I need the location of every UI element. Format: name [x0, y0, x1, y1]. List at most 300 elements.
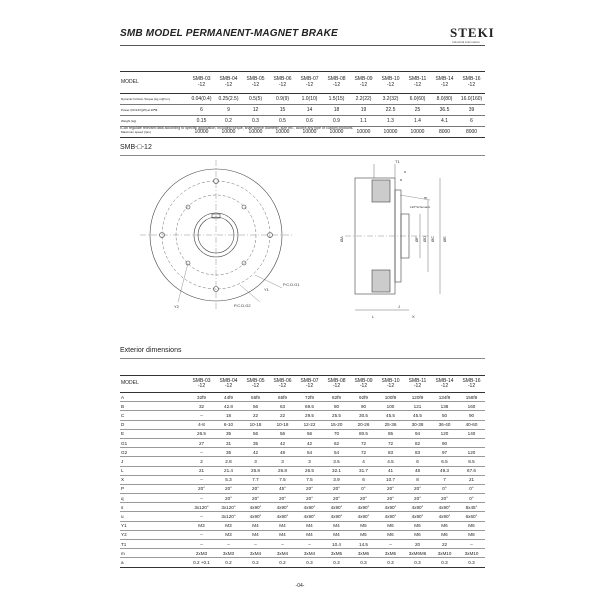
table-cell: 10.4 — [332, 541, 341, 547]
table-cell: 56 — [279, 431, 286, 437]
table-cell: 72 — [360, 449, 367, 455]
dim-f: ØF — [414, 236, 419, 242]
column-header: SMB-16 -12 — [462, 377, 481, 389]
dim-j: J — [398, 304, 400, 309]
table-cell: 4x90° — [438, 504, 451, 510]
table-cell: 0.3 — [252, 118, 259, 124]
exterior-body — [120, 393, 485, 568]
table-cell: 20° — [414, 486, 421, 492]
column-header-model: MODEL — [121, 380, 139, 387]
table-cell: 32 — [198, 403, 205, 409]
table-row — [120, 494, 485, 503]
table-cell: M6 — [387, 532, 394, 538]
table-cell: 10000 — [356, 129, 371, 135]
row-label: Power (DC24V)[W] at 20℃ — [121, 108, 158, 112]
table-cell: 3xM4 — [303, 550, 316, 556]
table-cell: 32.1 — [332, 468, 341, 474]
table-cell: M6 — [441, 523, 448, 529]
table-cell: 3 — [281, 458, 284, 464]
table-cell: 5.3 — [225, 477, 232, 483]
table-cell: M5 — [360, 532, 367, 538]
table-cell: – — [200, 514, 203, 520]
row-label: P — [121, 486, 125, 492]
table-cell: 3xM3 — [222, 550, 235, 556]
row-label: s — [121, 504, 124, 510]
table-cell: 6.0(60) — [409, 96, 426, 102]
dim-y2: Y2 — [174, 304, 179, 309]
row-label: Y2 — [121, 532, 127, 538]
coil-lower — [372, 270, 390, 292]
column-header: SMB-08 -12 — [327, 76, 346, 88]
table-cell: 0.2 +0.1 — [193, 559, 210, 565]
table-cell: 48 — [279, 449, 286, 455]
row-label: X — [121, 477, 125, 483]
table-cell: 20° — [387, 495, 394, 501]
table-cell: 0.04(0.4) — [191, 96, 212, 102]
table-cell: 6x60° — [465, 514, 478, 520]
table-row — [120, 530, 485, 539]
table-cell: 0.3 — [360, 559, 367, 565]
table-cell: M6 — [468, 523, 475, 529]
table-cell: 45.5 — [413, 412, 422, 418]
table-row — [120, 512, 485, 521]
table-cell: 4x90° — [438, 514, 451, 520]
table-cell: M4 — [306, 532, 313, 538]
row-label: a — [121, 559, 124, 565]
table-cell: 56 — [252, 403, 259, 409]
table-cell: M4 — [333, 532, 340, 538]
dim-l: L — [372, 314, 375, 319]
table-row — [120, 402, 485, 411]
table-cell: 39 — [468, 107, 475, 113]
table-cell: 19 — [360, 107, 367, 113]
table-cell: 56 — [252, 431, 259, 437]
table-cell: 0.2 — [225, 559, 232, 565]
table-cell: 4x90° — [384, 504, 397, 510]
column-header: SMB-10 -12 — [381, 76, 400, 88]
table-cell: 35 — [225, 449, 232, 455]
table-cell: 0.15 — [196, 118, 207, 124]
table-cell: 20° — [225, 486, 232, 492]
table-cell: 15 — [279, 107, 286, 113]
table-cell: 18 — [333, 107, 340, 113]
dim-e: ØE — [442, 236, 447, 242]
table-cell: 0° — [469, 486, 474, 492]
column-header: SMB-11 -12 — [408, 377, 427, 389]
table-cell: 8.0(80) — [436, 96, 453, 102]
table-row — [120, 549, 485, 558]
table-cell: 25-36 — [384, 422, 397, 428]
table-cell: 48 — [414, 468, 421, 474]
table-cell: 14.5 — [359, 541, 368, 547]
spec-note: •Can regulate relevant data according to specific application, including torque, shaft sleeve diameter, size etc., accept any type of custom products. — [120, 126, 354, 130]
table-cell: 4x90° — [411, 514, 424, 520]
dim-a: ØA — [339, 236, 344, 242]
table-cell: 6 — [470, 118, 473, 124]
table-cell: 4x90° — [249, 504, 262, 510]
table-cell: 4x90° — [276, 514, 289, 520]
table-cell: 100 — [386, 403, 395, 409]
table-cell: 10000 — [248, 129, 263, 135]
table-cell: 1.3 — [387, 118, 394, 124]
table-cell: 1.1 — [360, 118, 367, 124]
table-cell: 26.8 — [251, 468, 260, 474]
table-cell: 4x90° — [249, 514, 262, 520]
dim-m: m — [424, 195, 428, 200]
table-cell: 138 — [440, 403, 449, 409]
table-cell: 65f9 — [278, 394, 287, 400]
row-label: u — [121, 514, 124, 520]
table-cell: 4x90° — [330, 514, 343, 520]
table-row — [120, 438, 485, 447]
table-cell: 27 — [198, 440, 205, 446]
table-row — [120, 540, 485, 549]
table-row — [120, 466, 485, 475]
table-cell: 120 — [440, 431, 449, 437]
row-label: J — [121, 458, 124, 464]
table-cell: 120 — [467, 449, 476, 455]
row-label: Weight (kg) — [121, 119, 137, 123]
brand-logo: STEKI — [450, 25, 495, 40]
column-header: SMB-06 -12 — [273, 377, 292, 389]
table-cell: 3 — [254, 458, 257, 464]
table-cell: 0.2 — [279, 559, 286, 565]
table-cell: – — [254, 541, 257, 547]
table-cell: 8000 — [465, 129, 478, 135]
table-cell: 20° — [360, 495, 367, 501]
table-row — [120, 521, 485, 530]
table-cell: 21.4 — [224, 468, 233, 474]
table-cell: M4 — [279, 523, 286, 529]
table-cell: 40-60 — [465, 422, 478, 428]
table-cell: 32f9 — [197, 394, 206, 400]
table-cell: 36.5 — [439, 107, 450, 113]
table-cell: 4.5 — [387, 458, 394, 464]
table-cell: 29.5 — [305, 412, 314, 418]
column-header: SMB-10 -12 — [381, 377, 400, 389]
table-cell: 0° — [361, 486, 366, 492]
exterior-divider — [120, 358, 485, 359]
table-cell: 3.2(32) — [382, 96, 399, 102]
row-label: E — [121, 431, 125, 437]
table-cell: 56f9 — [251, 394, 260, 400]
row-label: T1 — [121, 541, 127, 547]
table-cell: 6.5 — [441, 458, 448, 464]
table-row — [120, 393, 485, 402]
table-cell: 2.2(22) — [355, 96, 372, 102]
table-cell: 20° — [441, 495, 448, 501]
schematic-note: 120°Schematic — [410, 205, 431, 209]
table-cell: 0.25(2.5) — [218, 96, 239, 102]
column-header: SMB-03 -12 — [192, 76, 211, 88]
table-cell: 16.0(160) — [460, 96, 483, 102]
table-cell: 85 — [387, 431, 394, 437]
table-row — [120, 484, 485, 493]
table-cell: 0.3 — [468, 559, 475, 565]
table-cell: 10000 — [194, 129, 209, 135]
dim-pcd-g1: P.C.D.G1 — [283, 282, 300, 287]
coil-upper — [372, 180, 390, 202]
table-cell: 26.5 — [305, 468, 314, 474]
table-cell: 3xM5 — [384, 550, 397, 556]
table-row — [120, 558, 485, 567]
table-cell: 44f9 — [224, 394, 233, 400]
table-cell: 42 — [279, 440, 286, 446]
table-cell: – — [470, 541, 473, 547]
table-cell: 3.9 — [333, 477, 340, 483]
table-cell: 62 — [333, 440, 340, 446]
table-cell: – — [308, 541, 311, 547]
table-cell: 3x120° — [221, 514, 236, 520]
dim-pcd-g2: P.C.D.G2 — [234, 303, 251, 308]
table-cell: 0° — [442, 486, 447, 492]
table-cell: 0.3 — [414, 559, 421, 565]
table-cell: 22 — [252, 412, 259, 418]
table-cell: 2xM3 — [195, 550, 208, 556]
table-cell: 25.5 — [332, 412, 341, 418]
table-cell: 26.8 — [278, 468, 287, 474]
table-cell: 63 — [279, 403, 286, 409]
table-row — [120, 420, 485, 429]
table-cell: 4x90° — [384, 514, 397, 520]
exterior-table — [120, 375, 485, 568]
table-row — [120, 429, 485, 438]
column-header: SMB-11 -12 — [408, 76, 427, 88]
row-label: C — [121, 412, 125, 418]
table-cell: 0.5 — [279, 118, 286, 124]
table-cell: 3x120° — [194, 504, 209, 510]
table-cell: M6 — [441, 532, 448, 538]
table-cell: 30-38 — [411, 422, 424, 428]
table-cell: 41 — [387, 468, 394, 474]
table-cell: 83 — [414, 449, 421, 455]
table-cell: M8 — [468, 532, 475, 538]
table-cell: 21 — [198, 468, 205, 474]
row-label: G1 — [121, 440, 128, 446]
table-cell: M4 — [333, 523, 340, 529]
table-cell: 72 — [387, 440, 394, 446]
table-cell: 2.8 — [225, 458, 232, 464]
table-cell: 20° — [387, 486, 394, 492]
drawing-title: SMB-□-12 — [120, 144, 152, 151]
table-cell: 4x90° — [357, 504, 370, 510]
table-cell: 50 — [441, 412, 448, 418]
table-cell: 22 — [279, 412, 286, 418]
table-cell: 67.6 — [467, 468, 476, 474]
table-cell: M3 — [198, 523, 205, 529]
table-cell: 3xM10 — [464, 550, 479, 556]
table-cell: 3xM5 — [330, 550, 343, 556]
table-cell: 18 — [225, 412, 232, 418]
table-cell: – — [200, 495, 203, 501]
table-cell: 160 — [467, 403, 476, 409]
dim-u: u — [404, 169, 407, 174]
table-cell: 1.5(15) — [328, 96, 345, 102]
table-cell: – — [389, 541, 392, 547]
table-row — [120, 411, 485, 420]
table-cell: 12-22 — [303, 422, 316, 428]
table-cell: 0.9 — [333, 118, 340, 124]
table-cell: 56 — [306, 431, 313, 437]
table-cell: 10-18 — [249, 422, 262, 428]
table-cell: 8.5 — [468, 458, 475, 464]
table-row — [120, 475, 485, 484]
table-cell: 6-10 — [223, 422, 234, 428]
row-label: Dynamic Friction Torque (kg.m)[N.m] — [121, 97, 170, 101]
table-cell: 12 — [252, 107, 259, 113]
table-cell: 20° — [333, 495, 340, 501]
table-cell: 72 — [360, 440, 367, 446]
table-cell: 0.5(5) — [248, 96, 263, 102]
table-cell: 20° — [306, 495, 313, 501]
row-label: B — [121, 403, 125, 409]
column-header: SMB-07 -12 — [300, 76, 319, 88]
table-cell: 4x90° — [276, 504, 289, 510]
page-number: -04- — [295, 583, 305, 589]
table-cell: 120f9 — [411, 394, 424, 400]
column-header: SMB-04 -12 — [219, 76, 238, 88]
table-cell: 3 — [308, 458, 311, 464]
table-cell: 20° — [198, 486, 205, 492]
table-cell: 20-26 — [357, 422, 370, 428]
table-cell: 10000 — [275, 129, 290, 135]
table-cell: 8000 — [438, 129, 451, 135]
table-cell: M6 — [414, 523, 421, 529]
table-cell: 20° — [252, 486, 259, 492]
table-cell: 3xM6 — [357, 550, 370, 556]
brand-tagline: Industrial Automation — [452, 40, 481, 44]
row-label: A — [121, 394, 125, 400]
table-cell: 72f9 — [305, 394, 314, 400]
row-label: L — [121, 468, 124, 474]
table-cell: 31 — [225, 440, 232, 446]
table-cell: 54 — [333, 449, 340, 455]
dim-d: ØD — [422, 236, 427, 242]
table-cell: 70 — [333, 431, 340, 437]
table-cell: 4x90° — [303, 514, 316, 520]
table-cell: M5 — [360, 523, 367, 529]
table-cell: 6 — [416, 458, 419, 464]
table-cell: 30.5 — [359, 412, 368, 418]
table-cell: M4 — [252, 523, 259, 529]
table-cell: 80.5 — [359, 431, 368, 437]
table-cell: 20° — [225, 495, 232, 501]
table-cell: 2 — [200, 458, 203, 464]
table-cell: 42.8 — [224, 403, 233, 409]
table-cell: 10000 — [383, 129, 398, 135]
table-cell: 0.3 — [441, 559, 448, 565]
table-cell: 0.3 — [387, 559, 394, 565]
table-cell: 4x90° — [411, 504, 424, 510]
table-cell: M4 — [252, 532, 259, 538]
column-header: SMB-14 -12 — [435, 76, 454, 88]
column-header: SMB-16 -12 — [462, 76, 481, 88]
table-cell: 3xM10 — [437, 550, 452, 556]
table-row — [120, 448, 485, 457]
table-cell: 0.9(9) — [275, 96, 290, 102]
dim-x: X — [412, 314, 415, 319]
table-cell: 6 — [200, 107, 203, 113]
column-header: SMB-04 -12 — [219, 377, 238, 389]
table-cell: M6 — [387, 523, 394, 529]
column-header: SMB-05 -12 — [246, 377, 265, 389]
table-cell: 20° — [306, 486, 313, 492]
table-cell: 90 — [360, 403, 367, 409]
table-cell: M3 — [225, 532, 232, 538]
table-cell: M4 — [306, 523, 313, 529]
row-label: D — [121, 422, 125, 428]
table-cell: 0.2 — [252, 559, 259, 565]
table-cell: 3.5 — [333, 458, 340, 464]
row-label: q — [121, 495, 124, 501]
table-row — [120, 457, 485, 466]
table-cell: 140 — [467, 431, 476, 437]
table-cell: 0.2 — [225, 118, 232, 124]
table-cell: – — [200, 412, 203, 418]
table-cell: – — [200, 532, 203, 538]
table-cell: 3xM4 — [249, 550, 262, 556]
table-cell: 1.0(10) — [301, 96, 318, 102]
table-cell: 94 — [414, 431, 421, 437]
table-cell: 90 — [468, 412, 475, 418]
table-cell: 82f9 — [332, 394, 341, 400]
table-cell: – — [227, 541, 230, 547]
table-cell: 7.5 — [279, 477, 286, 483]
column-header: SMB-03 -12 — [192, 377, 211, 389]
column-header: SMB-06 -12 — [273, 76, 292, 88]
dim-s: s — [400, 177, 402, 182]
table-cell: 20° — [333, 486, 340, 492]
table-cell: 7.7 — [252, 477, 259, 483]
table-cell: M4 — [279, 532, 286, 538]
table-cell: 20 — [414, 541, 421, 547]
table-cell: 90 — [441, 440, 448, 446]
table-cell: 10-18 — [276, 422, 289, 428]
dim-t1: T1 — [395, 159, 400, 164]
table-cell: 10000 — [302, 129, 317, 135]
table-cell: 31.7 — [359, 468, 368, 474]
exterior-title: Exterior dimensions — [120, 347, 182, 354]
table-cell: 22 — [441, 541, 448, 547]
table-cell: 49.3 — [440, 468, 449, 474]
table-cell: 14 — [306, 107, 313, 113]
exterior-header-row — [120, 376, 485, 393]
table-cell: – — [281, 541, 284, 547]
row-label: Maximum speed (rpm) — [121, 130, 152, 134]
table-cell: 10000 — [221, 129, 236, 135]
column-header: SMB-09 -12 — [354, 377, 373, 389]
table-cell: 8 — [416, 477, 419, 483]
table-cell: – — [200, 477, 203, 483]
table-cell: 10000 — [329, 129, 344, 135]
table-cell: 10000 — [410, 129, 425, 135]
table-cell: 22.5 — [385, 107, 396, 113]
table-cell: 1.4 — [414, 118, 421, 124]
table-cell: 0.3 — [333, 559, 340, 565]
column-header: SMB-05 -12 — [246, 76, 265, 88]
row-label: m — [121, 550, 125, 556]
table-cell: 42 — [252, 449, 259, 455]
table-cell: 10.7 — [386, 477, 395, 483]
table-cell: 83 — [387, 449, 394, 455]
table-row — [120, 503, 485, 512]
row-label: G2 — [121, 449, 128, 455]
table-cell: 42 — [306, 440, 313, 446]
table-cell: 4x90° — [330, 504, 343, 510]
table-cell: – — [200, 449, 203, 455]
table-cell: 0° — [469, 495, 474, 501]
page-title: SMB MODEL PERMANENT-MAGNET BRAKE — [120, 28, 338, 39]
